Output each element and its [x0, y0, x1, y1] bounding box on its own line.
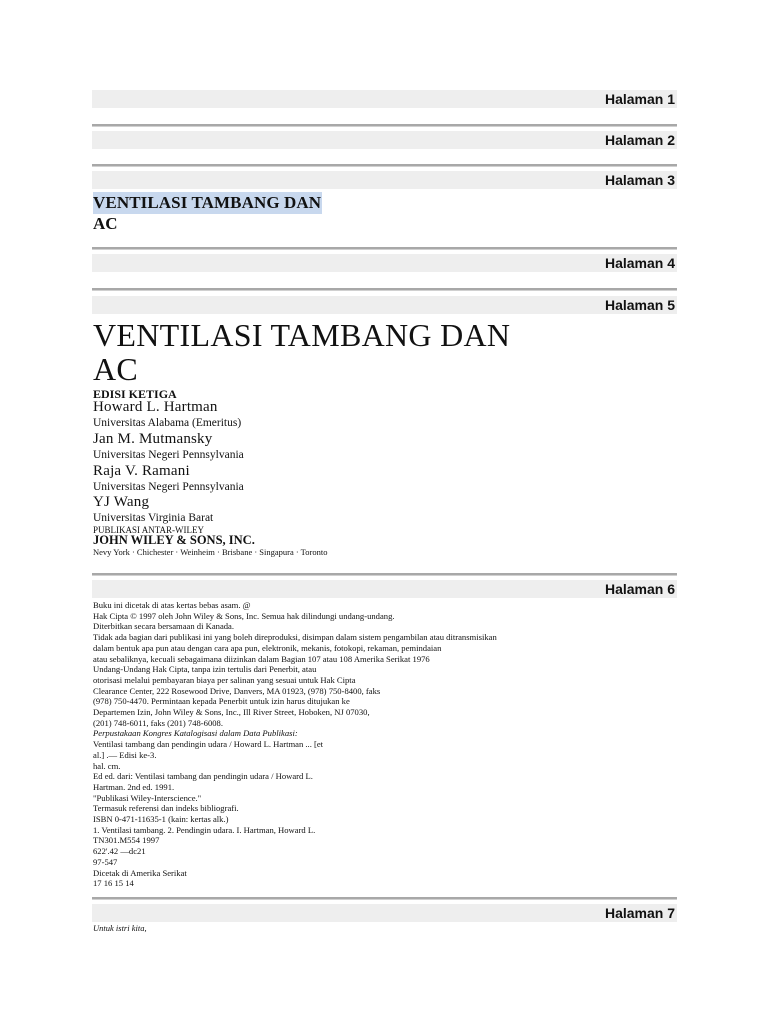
author-name: Raja V. Ramani	[93, 463, 190, 479]
cip-line: "Publikasi Wiley-Interscience."	[93, 792, 202, 803]
cip-line: Ed ed. dari: Ventilasi tambang dan pendingin udara / Howard L.	[93, 771, 313, 782]
page-label: Halaman 1	[604, 91, 675, 107]
book-title-line1: VENTILASI TAMBANG DAN	[93, 317, 511, 353]
copyright-line: (978) 750-4470. Permintaan kepada Penerbit untuk izin harus ditujukan ke	[93, 696, 350, 707]
author-affiliation: Universitas Virginia Barat	[93, 512, 214, 524]
cip-line: Termasuk referensi dan indeks bibliografi.	[93, 803, 239, 814]
cip-line: 97-547	[93, 856, 118, 867]
copyright-line: Hak Cipta © 1997 oleh John Wiley & Sons, Inc. Semua hak dilindungi undang-undang.	[93, 610, 395, 621]
publisher-imprint: PUBLIKASI ANTAR-WILEY	[93, 525, 205, 535]
page-header-2	[92, 131, 677, 149]
page-divider	[92, 573, 677, 576]
page-label: Halaman 5	[604, 297, 675, 313]
author-affiliation: Universitas Negeri Pennsylvania	[93, 481, 244, 493]
copyright-line: Tidak ada bagian dari publikasi ini yang boleh direproduksi, disimpan dalam sistem pengambilan atau ditransmisikan	[93, 632, 497, 643]
page-divider	[92, 897, 677, 900]
page-label: Halaman 2	[604, 132, 675, 148]
cip-line: hal. cm.	[93, 760, 121, 771]
cip-line: Dicetak di Amerika Serikat	[93, 867, 187, 878]
copyright-line: atau sebaliknya, kecuali sebagaimana diizinkan dalam Bagian 107 atau 108 Amerika Serikat 1976	[93, 653, 430, 664]
author-name: Howard L. Hartman	[93, 399, 218, 415]
page-header-3	[92, 171, 677, 189]
page-label: Halaman 6	[604, 581, 675, 597]
page-divider	[92, 164, 677, 167]
author-name: Jan M. Mutmansky	[93, 431, 213, 447]
edition: EDISI KETIGA	[93, 387, 177, 401]
page3-title-line1[interactable]	[93, 193, 322, 213]
cip-line: Ventilasi tambang dan pendingin udara / Howard L. Hartman ... [et	[93, 739, 324, 750]
author-affiliation: Universitas Negeri Pennsylvania	[93, 449, 244, 461]
page-divider	[92, 288, 677, 291]
page-header-1	[92, 90, 677, 108]
copyright-line: Undang-Undang Hak Cipta, tanpa izin tertulis dari Penerbit, atau	[93, 664, 317, 675]
copyright-line: (201) 748-6011, faks (201) 748-6008.	[93, 717, 223, 728]
cip-line: Hartman. 2nd ed. 1991.	[93, 781, 175, 792]
copyright-line: Clearance Center, 222 Rosewood Drive, Danvers, MA 01923, (978) 750-8400, faks	[93, 685, 381, 696]
dedication: Untuk istri kita,	[93, 923, 147, 933]
cip-line: 622'.42 —dc21	[93, 846, 146, 857]
copyright-line: Buku ini dicetak di atas kertas bebas asam. @	[93, 600, 251, 610]
page-header-6	[92, 580, 677, 598]
page-label: Halaman 3	[604, 172, 675, 188]
copyright-line: Diterbitkan secara bersamaan di Kanada.	[93, 621, 235, 632]
page3-title-line2: AC	[93, 214, 118, 233]
selected-text[interactable]: VENTILASI TAMBANG DAN	[93, 193, 322, 212]
page-header-4	[92, 254, 677, 272]
page-header-7	[92, 904, 677, 922]
author-name: YJ Wang	[93, 494, 150, 510]
copyright-line: Departemen Izin, John Wiley & Sons, Inc., Ill River Street, Hoboken, NJ 07030,	[93, 707, 370, 718]
page-label: Halaman 7	[604, 905, 675, 921]
cip-line: 1. Ventilasi tambang. 2. Pendingin udara. I. Hartman, Howard L.	[93, 824, 316, 835]
page-divider	[92, 124, 677, 127]
cip-line: TN301.M554 1997	[93, 835, 160, 846]
cip-line: al.] .— Edisi ke-3.	[93, 749, 157, 760]
author-affiliation: Universitas Alabama (Emeritus)	[93, 417, 242, 429]
cip-line: ISBN 0-471-11635-1 (kain: kertas alk.)	[93, 814, 229, 825]
page-divider	[92, 247, 677, 250]
copyright-line: otorisasi melalui pembayaran biaya per salinan yang sesuai untuk Hak Cipta	[93, 674, 356, 685]
copyright-line: dalam bentuk apa pun atau dengan cara apa pun, elektronik, mekanis, fotokopi, rekaman, pemindaian	[93, 642, 442, 653]
book-title-line2: AC	[93, 351, 139, 387]
copyright-block	[93, 600, 497, 889]
page-header-5	[92, 296, 677, 314]
cip-line: 17 16 15 14	[93, 878, 134, 889]
cip-heading: Perpustakaan Kongres Katalogisasi dalam Data Publikasi:	[93, 728, 298, 739]
publisher-name: JOHN WILEY & SONS, INC.	[93, 533, 255, 547]
publisher-cities: Nevy York · Chichester · Weinheim · Brisbane · Singapura · Toronto	[93, 547, 328, 557]
page-label: Halaman 4	[604, 255, 675, 271]
